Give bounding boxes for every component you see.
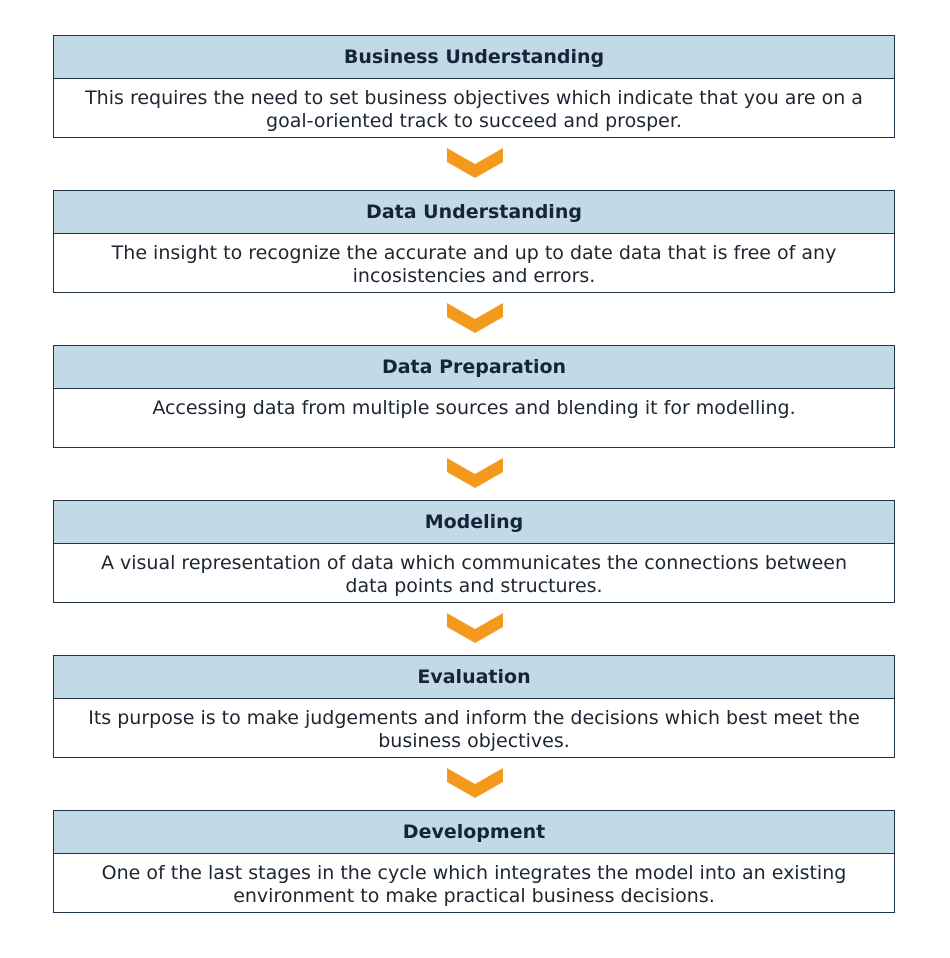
stage-description: The insight to recognize the accurate and up to date data that is free of any incosistencies and errors. [111,242,837,287]
stage-description: This requires the need to set business objectives which indicate that you are on a goal-oriented track to succeed and prosper. [85,87,863,132]
stage-description: One of the last stages in the cycle which integrates the model into an existing environment to make practical business decisions. [101,862,847,907]
stage-description: Its purpose is to make judgements and inform the decisions which best meet the business objectives. [88,707,860,752]
stage-description: Accessing data from multiple sources and blending it for modelling. [152,397,796,419]
stage-business-understanding [53,35,895,138]
chevron-down-icon [447,303,503,335]
stage-title: Data Understanding [54,191,894,234]
stage-title: Modeling [54,501,894,544]
stage-data-understanding [53,190,895,293]
stage-title: Data Preparation [54,346,894,389]
stage-development [53,810,895,913]
stage-modeling [53,500,895,603]
chevron-down-icon [447,458,503,490]
stage-data-preparation [53,345,895,448]
stage-description: A visual representation of data which communicates the connections between data points and structures. [100,552,848,597]
chevron-down-icon [447,148,503,180]
stage-title: Business Understanding [54,36,894,79]
stage-title: Development [54,811,894,854]
stage-title: Evaluation [54,656,894,699]
chevron-down-icon [447,768,503,800]
stage-evaluation [53,655,895,758]
chevron-down-icon [447,613,503,645]
